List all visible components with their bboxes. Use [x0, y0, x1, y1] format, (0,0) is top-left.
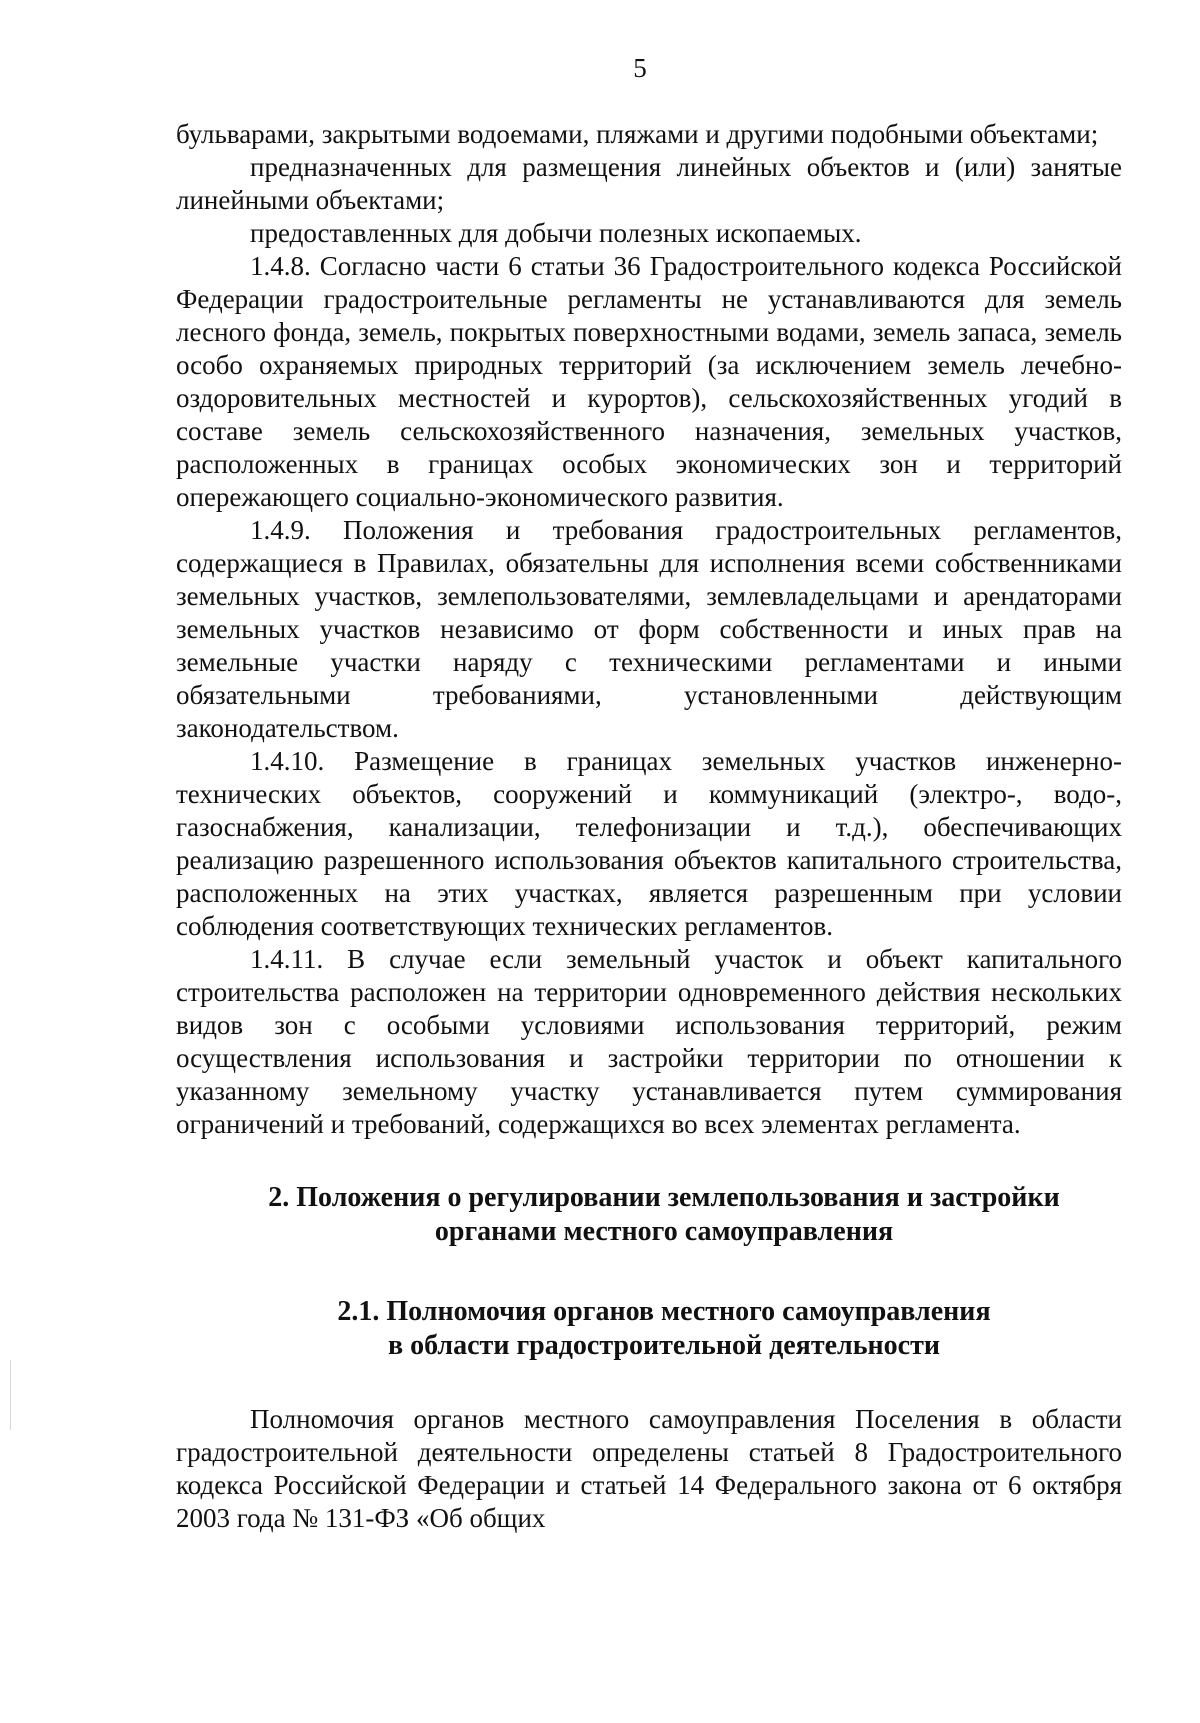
paragraph: бульварами, закрытыми водоемами, пляжами и другими подобными объектами;	[176, 119, 1099, 149]
paragraph-powers: Полномочия органов местного самоуправления Поселения в области градостроительной деятельности определены статьей 8 Градостроительного кодекса Российской Федерации и статьей 14 Федерального закона от 6 октября 2003 года № 131-ФЗ «Об общих	[176, 1404, 1122, 1533]
section-heading-line: 2. Положения о регулировании землепользования и застройки	[268, 1182, 1060, 1213]
subsection-heading	[176, 1295, 1122, 1363]
section-heading-line: органами местного самоуправления	[434, 1216, 894, 1247]
document-body	[176, 118, 1122, 1535]
paragraph: предоставленных для добычи полезных ископаемых.	[250, 218, 862, 248]
scan-artifact	[10, 1360, 11, 1430]
paragraph: предназначенных для размещения линейных объектов и (или) занятые линейными объектами;	[176, 152, 1122, 215]
page-number: 5	[633, 53, 647, 83]
paragraph-1-4-10: 1.4.10. Размещение в границах земельных участков инженерно-технических объектов, сооружений и коммуникаций (электро-, водо-, газоснабжения, канализации, телефонизации и т.д.), обеспечивающих реализацию разрешенного использования объектов капитального строительства, расположенных на этих участках, является разрешенным при условии соблюдения соответствующих технических регламентов.	[176, 746, 1122, 941]
paragraph-1-4-8: 1.4.8. Согласно части 6 статьи 36 Градостроительного кодекса Российской Федерации градостроительные регламенты не устанавливаются для земель лесного фонда, земель, покрытых поверхностными водами, земель запаса, земель особо охраняемых природных территорий (за исключением земель лечебно-оздоровительных местностей и курортов), сельскохозяйственных угодий в составе земель сельскохозяйственного назначения, земельных участков, расположенных в границах особых экономических зон и территорий опережающего социально-экономического развития.	[176, 251, 1122, 512]
subsection-heading-line: 2.1. Полномочия органов местного самоуправления	[337, 1296, 991, 1327]
section-heading	[176, 1181, 1122, 1249]
paragraph-1-4-11: 1.4.11. В случае если земельный участок и объект капитального строительства расположен на территории одновременного действия нескольких видов зон с особыми условиями использования территорий, режим осуществления использования и застройки территории по отношении к указанному земельному участку устанавливается путем суммирования ограничений и требований, содержащихся во всех элементах регламента.	[176, 944, 1122, 1139]
paragraph-1-4-9: 1.4.9. Положения и требования градостроительных регламентов, содержащиеся в Правилах, обязательны для исполнения всеми собственниками земельных участков, землепользователями, землевладельцами и арендаторами земельных участков независимо от форм собственности и иных прав на земельные участки наряду с техническими регламентами и иными обязательными требованиями, установленными действующим законодательством.	[176, 515, 1122, 743]
subsection-heading-line: в области градостроительной деятельности	[388, 1330, 940, 1361]
